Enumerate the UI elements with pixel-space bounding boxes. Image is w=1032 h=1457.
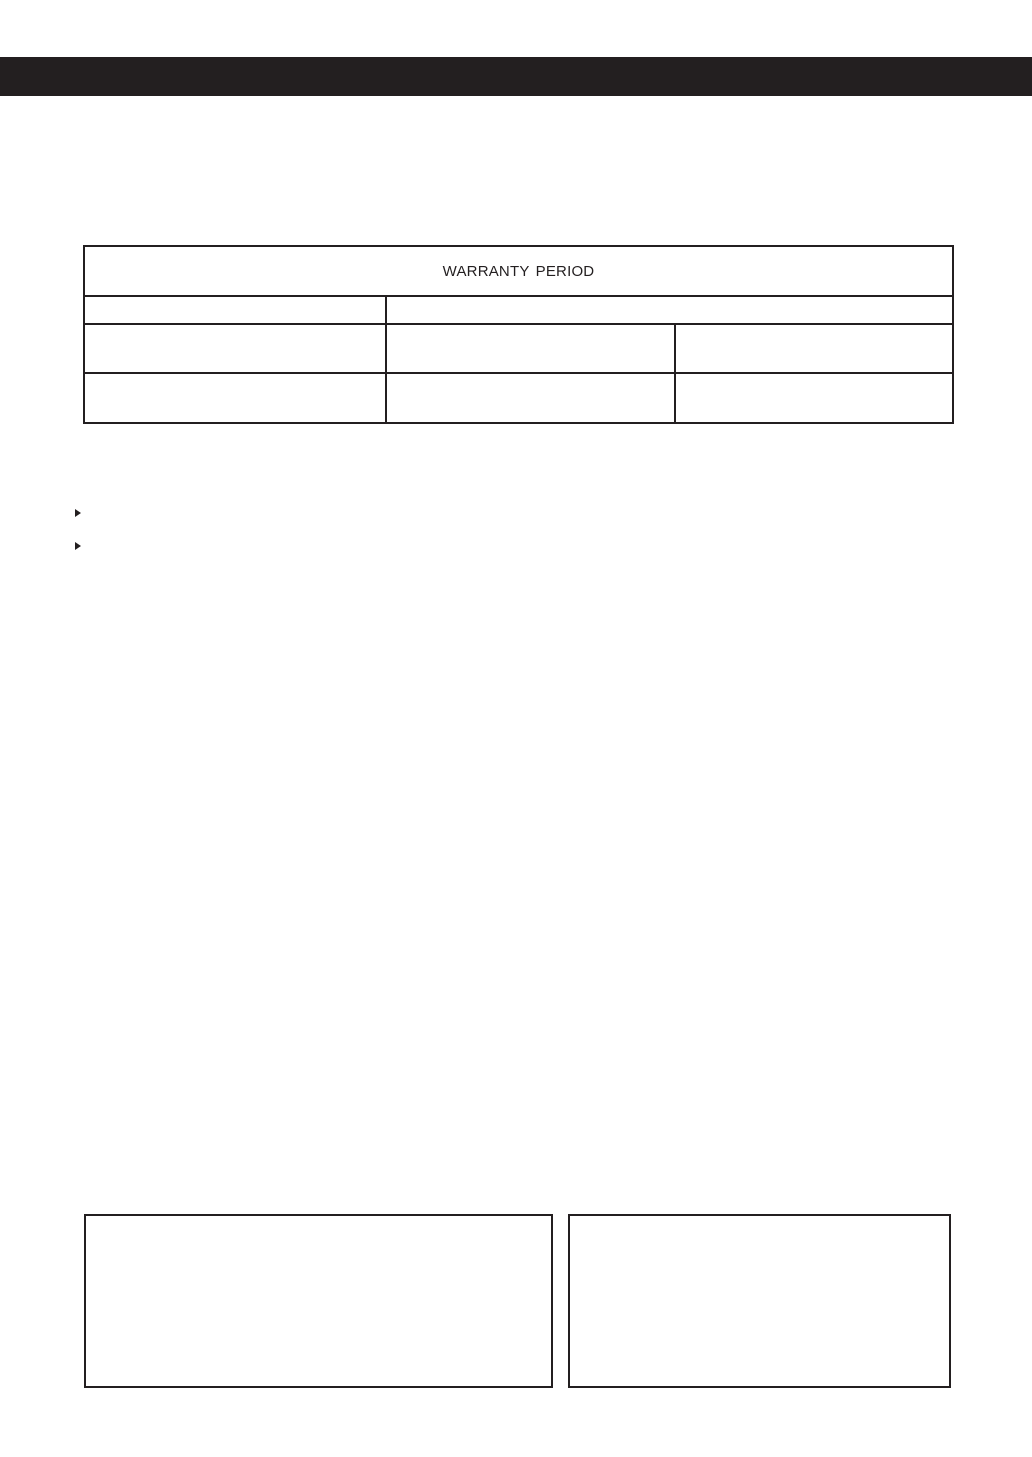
table-cell — [387, 297, 952, 323]
notes-box-right — [568, 1214, 951, 1388]
page-header-bar — [0, 57, 1032, 96]
table-row — [85, 297, 952, 325]
table-title-row — [85, 247, 952, 297]
bullet-arrow-icon — [75, 542, 81, 550]
notes-box-left — [84, 1214, 553, 1388]
table-cell — [387, 325, 676, 372]
table-cell — [676, 374, 952, 422]
table-cell — [85, 297, 387, 323]
warranty-period-table — [83, 245, 954, 424]
table-cell — [676, 325, 952, 372]
table-title: WARRANTY PERIOD — [442, 262, 595, 280]
table-row — [85, 325, 952, 374]
table-cell — [387, 374, 676, 422]
table-row — [85, 374, 952, 422]
table-cell — [85, 325, 387, 372]
table-cell — [85, 374, 387, 422]
bullet-arrow-icon — [75, 509, 81, 517]
